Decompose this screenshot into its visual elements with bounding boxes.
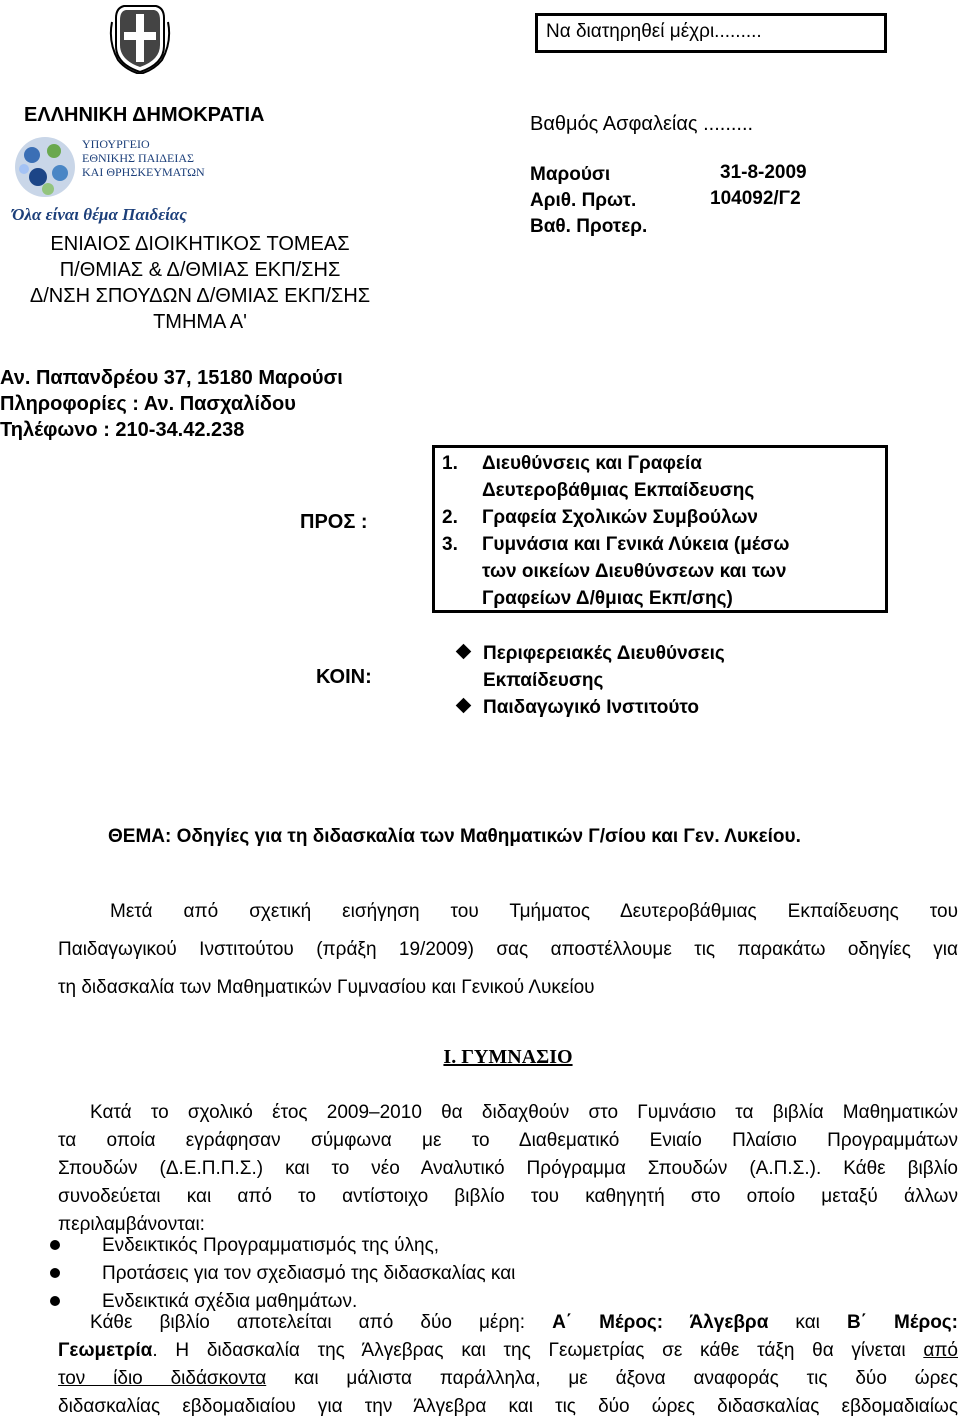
parts-line-3: τον ίδιο διδάσκοντα και μάλιστα παράλληλα, με άξονα αναφοράς τις δύο ώρες	[58, 1368, 959, 1389]
protocol-number: 104092/Γ2	[710, 188, 801, 209]
phone: Τηλέφωνο : 210-34.42.238	[0, 419, 245, 441]
department-line-4: ΤΜΗΜΑ Α'	[153, 311, 247, 333]
info-contact: Πληροφορίες : Αν. Πασχαλίδου	[0, 393, 296, 415]
department-line-2: Π/ΘΜΙΑΣ & Δ/ΘΜΙΑΣ ΕΚΠ/ΣΗΣ	[59, 259, 341, 281]
bullet-icon	[50, 1296, 60, 1306]
to-label: ΠΡΟΣ :	[300, 511, 368, 533]
bullet-item-2: Προτάσεις για τον σχεδιασμό της διδασκαλίας και	[102, 1260, 515, 1288]
intro-line-1: Μετά από σχετική εισήγηση του Τμήματος Δευτεροβάθμιας Εκπαίδευσης του	[110, 901, 958, 922]
globe-logo-icon	[12, 133, 82, 205]
bullet-icon	[50, 1268, 60, 1278]
intro-paragraph	[58, 893, 958, 1007]
body-line-5: περιλαμβάνονται:	[58, 1214, 205, 1235]
diamond-bullet-icon	[456, 698, 472, 714]
cc-label: ΚΟΙΝ:	[316, 666, 372, 688]
logo-line-3: ΚΑΙ ΘΡΗΣΚΕΥΜΑΤΩΝ	[82, 165, 205, 179]
recipient-1-line-2: Δευτεροβάθμιας Εκπαίδευσης	[482, 480, 755, 501]
parts-line-2: Γεωμετρία. Η διδασκαλία της Άλγεβρας και της Γεωμετρίας σε κάθε τάξη θα γίνεται από	[58, 1340, 958, 1361]
recipient-3-line-3: Γραφείων Δ/θμιας Εκπ/σης)	[482, 588, 733, 609]
cc-item-1: Περιφερειακές Διευθύνσεις	[458, 640, 725, 667]
cc-list	[458, 640, 725, 721]
ministry-logo	[12, 133, 212, 225]
recipient-3-line-2: των οικείων Διευθύνσεων και των	[482, 561, 787, 582]
security-level: Βαθμός Ασφαλείας .........	[530, 113, 754, 135]
logo-slogan: Όλα είναι θέμα Παιδείας	[12, 205, 187, 224]
bullet-list	[102, 1232, 515, 1316]
recipient-3: 3. Γυμνάσια και Γενικά Λύκεια (μέσω	[442, 534, 790, 555]
body-line-2: τα οποία εγράφησαν σύμφωνα με το Διαθεματικό Ενιαίο Πλαίσιο Προγραμμάτων	[58, 1130, 958, 1151]
address: Αν. Παπανδρέου 37, 15180 Μαρούσι	[0, 367, 343, 389]
protocol-label: Αριθ. Πρωτ.	[530, 190, 637, 211]
department-line-3: Δ/ΝΣΗ ΣΠΟΥΔΩΝ Δ/ΘΜΙΑΣ ΕΚΠ/ΣΗΣ	[29, 285, 371, 307]
parts-line-4: διδασκαλίας εβδομαδιαίου για την Άλγεβρα και τις δύο ώρες διδασκαλίας εβδομαδιαίως	[58, 1396, 958, 1417]
bullet-icon	[50, 1240, 60, 1250]
body-line-3: Σπουδών (Δ.Ε.Π.Π.Σ.) και το νέο Αναλυτικό Πρόγραμμα Σπουδών (Α.Π.Σ.). Κάθε βιβλίο	[58, 1158, 958, 1179]
recipient-2: 2. Γραφεία Σχολικών Συμβούλων	[442, 507, 758, 528]
bullet-item-3: Ενδεικτικά σχέδια μαθημάτων.	[102, 1288, 515, 1316]
department-block	[0, 231, 400, 335]
body-line-4: συνοδεύεται και από το αντίστοιχο βιβλίο του καθηγητή στο οποίο μεταξύ άλλων	[58, 1186, 958, 1207]
department-line-1: ΕΝΙΑΙΟΣ ΔΙΟΙΚΗΤΙΚΟΣ ΤΟΜΕΑΣ	[50, 233, 350, 255]
intro-line-2: Παιδαγωγικού Ινστιτούτου (πράξη 19/2009) σας αποστέλλουμε τις παρακάτω οδηγίες για	[58, 939, 958, 960]
logo-line-1: ΥΠΟΥΡΓΕΙΟ	[82, 137, 150, 151]
retention-text: Να διατηρηθεί μέχρι.........	[546, 21, 762, 42]
bullet-item-1: Ενδεικτικός Προγραμματισμός της ύλης,	[102, 1232, 515, 1260]
greek-emblem	[108, 2, 172, 74]
recipient-1: 1. Διευθύνσεις και Γραφεία	[442, 453, 702, 474]
logo-line-2: ΕΘΝΙΚΗΣ ΠΑΙΔΕΙΑΣ	[82, 151, 194, 165]
diamond-bullet-icon	[456, 644, 472, 660]
date: 31-8-2009	[720, 162, 807, 183]
body-line-1: Κατά το σχολικό έτος 2009–2010 θα διδαχθούν στο Γυμνάσιο τα βιβλία Μαθηματικών	[90, 1102, 958, 1123]
body-paragraph	[58, 1099, 958, 1239]
parts-paragraph	[58, 1309, 958, 1421]
cc-item-1-line-2: Εκπαίδευσης	[483, 670, 604, 691]
priority-label: Βαθ. Προτερ.	[530, 216, 648, 237]
cc-item-2: Παιδαγωγικό Ινστιτούτο	[458, 694, 725, 721]
subject-line: ΘΕΜΑ: Οδηγίες για τη διδασκαλία των Μαθηματικών Γ/σίου και Γεν. Λυκείου.	[108, 826, 801, 847]
contact-block	[0, 365, 343, 443]
intro-line-3: τη διδασκαλία των Μαθηματικών Γυμνασίου και Γενικού Λυκείου	[58, 977, 595, 998]
place: Μαρούσι	[530, 164, 611, 185]
republic-heading: ΕΛΛΗΝΙΚΗ ΔΗΜΟΚΡΑΤΙΑ	[24, 104, 265, 126]
section-title: Ι. ΓΥΜΝΑΣΙΟ	[443, 1046, 573, 1068]
document-meta	[530, 162, 647, 240]
recipients-list	[442, 450, 789, 612]
retention-box	[535, 13, 887, 53]
parts-line-1: Κάθε βιβλίο αποτελείται από δύο μέρη: Α΄ Μέρος: Άλγεβρα και Β΄ Μέρος:	[90, 1312, 959, 1333]
